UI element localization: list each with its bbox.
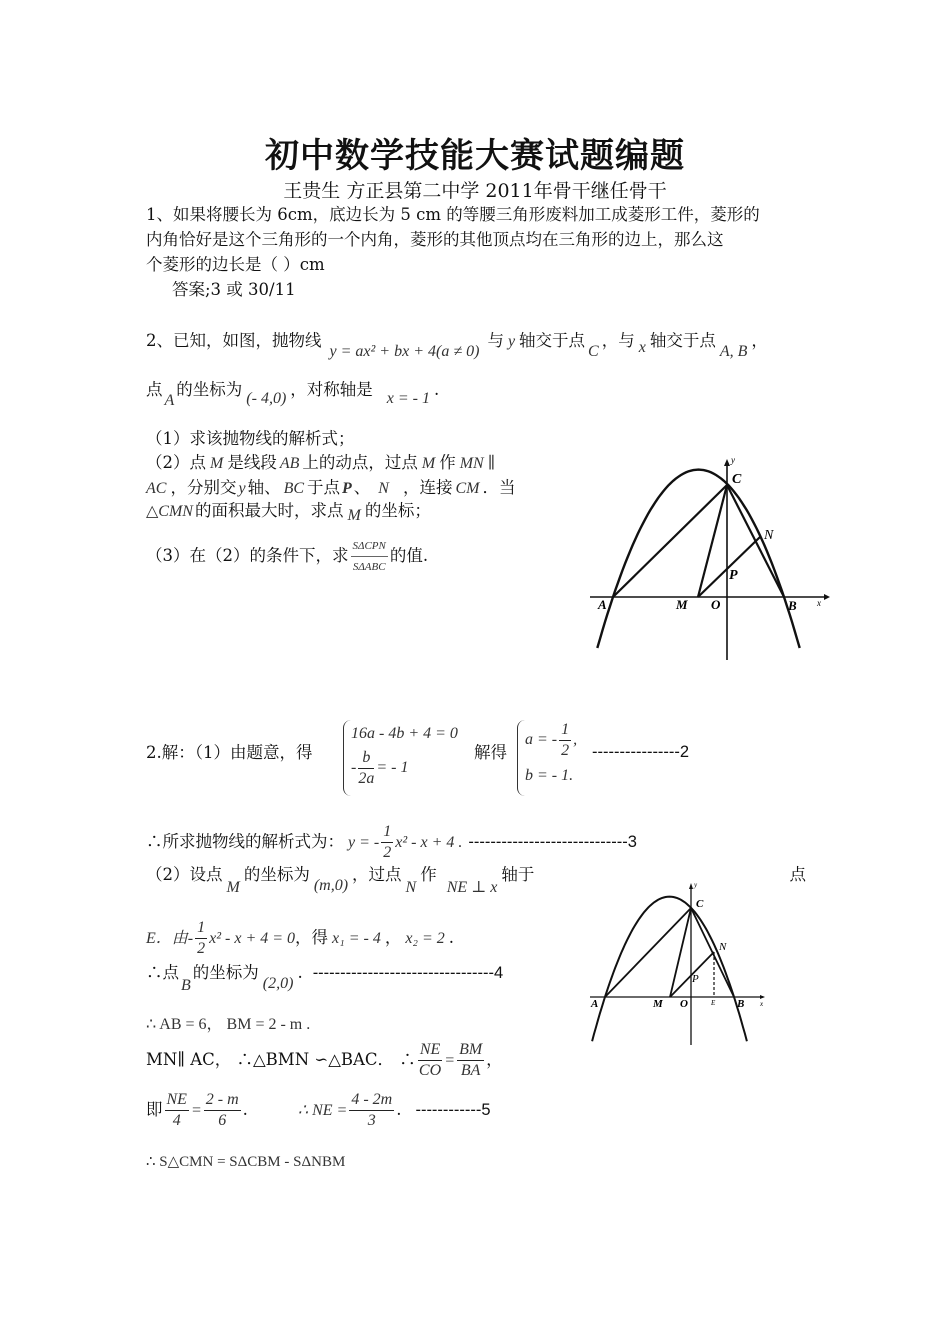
sol-step4-c: ，得 bbox=[295, 928, 329, 947]
q2-coord-a: (- 4,0) bbox=[246, 390, 287, 407]
q2-part2-b: 是线段 bbox=[227, 453, 277, 472]
fig1-label-m: M bbox=[676, 597, 688, 612]
q2-m: M bbox=[210, 455, 224, 472]
fig1-line-ac bbox=[613, 485, 727, 597]
sol-step3-a: （2）设点 bbox=[146, 865, 223, 884]
q2-m2: M bbox=[421, 455, 436, 472]
bm-num: BM bbox=[457, 1040, 484, 1061]
sol-step4-b: x² - x + 4 = 0 bbox=[209, 930, 296, 947]
q2-part2-d: 作 bbox=[439, 453, 456, 472]
sol-step2-y: y = - bbox=[348, 834, 380, 851]
sol-step6: ∴ AB = 6， BM = 2 - m . bbox=[146, 1016, 311, 1033]
sol-step8-c: . bbox=[242, 1100, 248, 1119]
sol-step8-eq: = bbox=[190, 1102, 202, 1119]
q2-part2-line2: AC ，分别交 y 轴、 BC 于点 P 、 N ，连接 CM ．当 bbox=[146, 478, 516, 497]
figure-1-parabola bbox=[588, 455, 838, 665]
q2-m3: M bbox=[347, 507, 361, 524]
q1-line2: 内角恰好是这个三角形的一个内角，菱形的其他顶点均在三角形的边上，那么这 bbox=[146, 230, 724, 249]
m6-den: 6 bbox=[218, 1112, 227, 1129]
q2-y2: y bbox=[238, 480, 246, 497]
q2-point-c: C bbox=[588, 343, 599, 360]
sol-step7: MN∥ AC， ∴△BMN ∽△BAC． ∴ $\frac{NE}{CO}$ = $\frac{BM}{BA}$ ， bbox=[146, 1041, 503, 1079]
sol-step4-minus: - bbox=[187, 930, 194, 947]
fig2-y-arrow bbox=[689, 883, 693, 889]
sol-step3-n: N bbox=[405, 879, 417, 896]
fig2-x-arrow bbox=[760, 995, 765, 999]
m3-num: 4 - 2m bbox=[349, 1090, 394, 1111]
q2-part3 bbox=[146, 536, 428, 577]
sol-step4-e: ， bbox=[384, 928, 402, 947]
sol-res2: b = - 1. bbox=[525, 767, 574, 784]
fig1-label-n: N bbox=[764, 528, 774, 543]
q2-part2-line1 bbox=[146, 450, 499, 476]
sol-step5-b-point: B bbox=[181, 977, 191, 994]
q2-x-label: x bbox=[638, 339, 646, 356]
q2-part2-j: 的面积最大时，求点 bbox=[194, 501, 344, 520]
sol-step4 bbox=[146, 918, 454, 959]
sol-step2 bbox=[146, 822, 637, 863]
ratio-den: SΔABC bbox=[352, 561, 386, 573]
sol-step7-a: MN∥ AC， ∴△BMN ∽△BAC． ∴ bbox=[146, 1050, 416, 1069]
q2-line2-c: ，对称轴是 bbox=[290, 380, 373, 399]
q2-intro-b: 与 bbox=[487, 331, 504, 350]
half-den: 2 bbox=[561, 742, 570, 759]
sol-step5 bbox=[146, 960, 504, 994]
q2-ac: AC bbox=[146, 480, 167, 497]
bm-den: BA bbox=[460, 1062, 481, 1079]
sol-step3-b: 的坐标为 bbox=[243, 865, 310, 884]
fig2-label-a: A bbox=[591, 998, 599, 1010]
sol-step5-d: . bbox=[297, 963, 303, 982]
sol-step3-coord: (m,0) bbox=[313, 877, 349, 894]
figure-2-parabola bbox=[588, 880, 773, 1050]
sol-system1 bbox=[343, 720, 458, 796]
fig1-line-mn bbox=[698, 537, 760, 597]
sol-res1: a = - bbox=[525, 731, 558, 749]
fig2-label-e: E bbox=[711, 999, 716, 1007]
sol-system1-eq2: = - 1 bbox=[376, 759, 409, 777]
q1-line1: 1、如果将腰长为 6cm，底边长为 5 cm 的等腰三角形废料加工成菱形工件，菱形的 bbox=[146, 205, 760, 224]
fig2-line-ac bbox=[605, 908, 691, 997]
q2-part3-b: 的值. bbox=[389, 546, 429, 565]
q2-part2-i: ．当 bbox=[482, 478, 516, 497]
fig2-label-o: O bbox=[680, 998, 688, 1010]
q2-part2-h: ，连接 bbox=[402, 478, 453, 497]
q2-cm: CM bbox=[455, 480, 480, 497]
sol-step4-g: . bbox=[448, 928, 455, 947]
fig2-label-m: M bbox=[653, 998, 663, 1010]
q2-part2-f: 轴、 bbox=[247, 478, 281, 497]
q2-axis: x = - 1 bbox=[386, 390, 430, 407]
fig1-label-y: y bbox=[731, 455, 735, 465]
q2-intro-d: ，与 bbox=[601, 331, 635, 350]
sol-step4-x2: x₂ = 2 bbox=[405, 930, 445, 947]
sol-step4-a: E．由 bbox=[146, 930, 188, 947]
q2-n: N bbox=[378, 480, 389, 497]
q2-point-a: A bbox=[164, 392, 175, 409]
q2-line2 bbox=[146, 377, 440, 409]
sol-step3-d: ，过点 bbox=[352, 865, 402, 884]
ratio-fraction bbox=[351, 536, 388, 577]
q2-points-ab: A, B bbox=[719, 343, 748, 360]
fig1-label-a: A bbox=[598, 597, 607, 612]
sol-step2-b: x² - x + 4 . bbox=[395, 834, 463, 851]
sol-system2: a = - $\frac{1}{2}$ , b = - 1. bbox=[517, 720, 577, 796]
sol-step7-b: ， bbox=[486, 1050, 503, 1069]
fig1-label-o: O bbox=[711, 597, 721, 612]
half-num: 1 bbox=[559, 720, 571, 741]
q1-answer: 答案;3 或 30/11 bbox=[172, 280, 296, 299]
q2-part2-e: ，分别交 bbox=[170, 478, 237, 497]
fig1-parabola-curve bbox=[597, 470, 799, 648]
ratio-num: SΔCPN bbox=[351, 536, 388, 557]
sol-step8 bbox=[146, 1090, 491, 1131]
q2-part2-a: （2）点 bbox=[146, 453, 206, 472]
nc-num: NE bbox=[418, 1040, 442, 1061]
q1-line3: 个菱形的边长是（ ）cm bbox=[146, 255, 325, 274]
q2-intro-a: 2、已知，如图，抛物线 bbox=[146, 331, 322, 350]
q2-bc: BC bbox=[283, 480, 305, 497]
sol-step3-e: 作 bbox=[420, 865, 437, 884]
q2-y-label: y bbox=[507, 333, 516, 350]
q2-line2-a: 点 bbox=[146, 380, 163, 399]
sol-score-2: ----------------2 bbox=[592, 743, 690, 761]
fig2-label-p: P bbox=[692, 973, 699, 985]
sol-score-5: ------------5 bbox=[415, 1101, 491, 1119]
author-line: 王贵生 方正县第二中学 2011年骨干继任骨干 bbox=[283, 180, 667, 202]
q2-line2-d: . bbox=[434, 380, 440, 399]
fig2-label-x: x bbox=[760, 1000, 764, 1008]
sol-system1-eq1: 16a - 4b + 4 = 0 bbox=[351, 725, 458, 742]
sol-step3-f: 轴于 bbox=[501, 865, 535, 884]
ne4-num: NE bbox=[165, 1090, 189, 1111]
q2-mn-parallel: MN ∥ bbox=[459, 455, 496, 472]
nc-den: CO bbox=[418, 1062, 442, 1079]
sol-step8-d: ∴ NE = bbox=[297, 1102, 348, 1119]
page-title: 初中数学技能大赛试题编题 bbox=[265, 136, 685, 176]
sol-step1-label: 2.解：（1）由题意，得 bbox=[146, 743, 313, 762]
sol-step5-a: ∴点 bbox=[146, 963, 179, 982]
q2-cmn: △CMN bbox=[146, 503, 193, 520]
q2-line1 bbox=[146, 328, 768, 360]
fig1-label-x: x bbox=[817, 598, 821, 608]
fig1-line-cm bbox=[698, 485, 727, 597]
fig2-label-c: C bbox=[696, 898, 704, 910]
q2-intro-e: 轴交于点 bbox=[649, 331, 716, 350]
fig2-label-b: B bbox=[737, 998, 745, 1010]
q2-line2-b: 的坐标为 bbox=[176, 380, 243, 399]
sol-step4-x1: x₁ = - 4 bbox=[332, 930, 381, 947]
fig2-parabola-curve bbox=[592, 897, 747, 1042]
half-num-2: 1 bbox=[381, 822, 393, 843]
q2-ab: AB bbox=[279, 455, 300, 472]
half-num-3: 1 bbox=[195, 918, 207, 939]
half-den-3: 2 bbox=[197, 940, 206, 957]
fig1-x-arrow bbox=[824, 594, 830, 600]
q2-part1: （1）求该抛物线的解析式； bbox=[146, 429, 355, 448]
q2-part3-a: （3）在（2）的条件下，求 bbox=[146, 546, 349, 565]
q2-part2-c: 上的动点，过点 bbox=[302, 453, 418, 472]
sol-score-3: -----------------------------3 bbox=[468, 833, 637, 851]
sol-step9: ∴ S△CMN = SΔCBM - SΔNBM bbox=[146, 1154, 346, 1170]
q2-part2-line3 bbox=[146, 498, 431, 524]
q2-p: P bbox=[342, 480, 352, 497]
q2-intro-c: 轴交于点 bbox=[519, 331, 586, 350]
sol-score-4: ---------------------------------4 bbox=[312, 964, 504, 982]
b2a-den: 2a bbox=[358, 770, 375, 787]
fig2-label-n: N bbox=[719, 941, 727, 953]
sol-step8-e: . bbox=[396, 1100, 402, 1119]
fig1-label-b: B bbox=[788, 598, 797, 613]
sol-solve-label: 解得 bbox=[474, 743, 507, 762]
fig1-y-arrow bbox=[724, 459, 730, 466]
sol-minus: - bbox=[351, 759, 357, 777]
m3-den: 3 bbox=[367, 1112, 376, 1129]
fig1-label-p: P bbox=[729, 568, 738, 583]
sol-step8-a: 即 bbox=[146, 1100, 163, 1119]
q2-part2-g: 于点 bbox=[307, 478, 341, 497]
ne4-den: 4 bbox=[172, 1112, 181, 1129]
fig2-line-cm bbox=[670, 908, 691, 997]
b2a-num: b bbox=[358, 748, 374, 769]
q2-equation: y = ax² + bx + 4(a ≠ 0) bbox=[329, 343, 480, 360]
sol-step5-b: 的坐标为 bbox=[192, 963, 259, 982]
m6-num: 2 - m bbox=[204, 1090, 241, 1111]
q2-intro-f: ， bbox=[751, 331, 768, 350]
sol-step3-ne: NE ⊥ x bbox=[446, 879, 498, 896]
sol-step3-g: 点 bbox=[789, 865, 806, 884]
sol-step5-coord: (2,0) bbox=[262, 975, 294, 992]
q2-part2-k: 的坐标； bbox=[364, 501, 431, 520]
sol-step2-a: ∴所求抛物线的解析式为： bbox=[146, 832, 344, 851]
half-den-2: 2 bbox=[383, 844, 392, 861]
fig2-label-y: y bbox=[694, 881, 698, 889]
sol-step3-m: M bbox=[226, 879, 240, 896]
fig1-label-c: C bbox=[732, 472, 742, 487]
